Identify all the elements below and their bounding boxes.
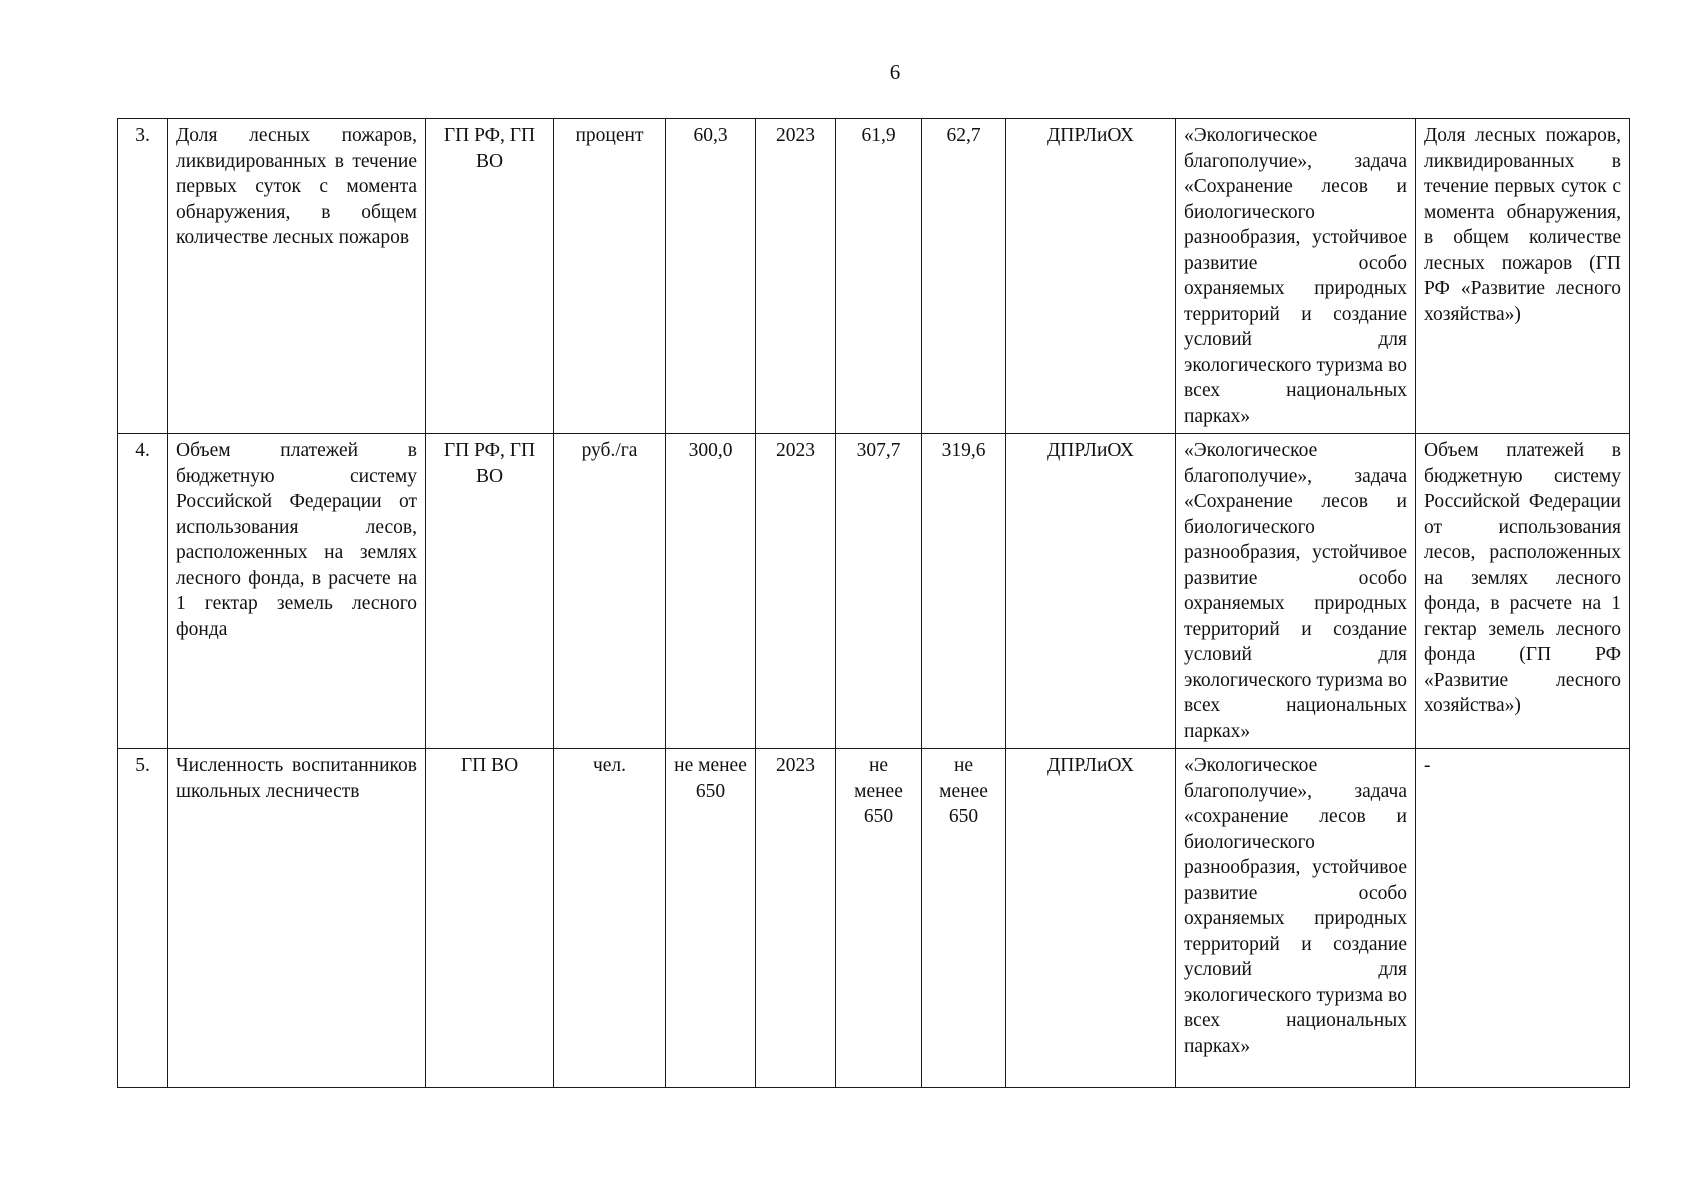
table-row	[118, 119, 1630, 434]
indicator-level: ГП РФ, ГП ВО	[426, 119, 554, 434]
row-number: 3.	[118, 119, 168, 434]
value-2: 319,6	[922, 434, 1006, 749]
value-2: 62,7	[922, 119, 1006, 434]
related-indicator: Доля лесных пожаров, ликвидированных в течение первых суток с момента обнаружения, в общем количестве лесных пожаров (ГП РФ «Развитие лесного хозяйства»)	[1416, 119, 1630, 434]
value-1: не менее 650	[836, 749, 922, 1088]
base-value: не менее 650	[666, 749, 756, 1088]
related-indicator: -	[1416, 749, 1630, 1088]
indicator-name: Доля лесных пожаров, ликвидированных в течение первых суток с момента обнаружения, в общем количестве лесных пожаров	[168, 119, 426, 434]
unit: процент	[554, 119, 666, 434]
national-goal: «Экологическое благополучие», задача «Сохранение лесов и биологического разнообразия, устойчивое развитие особо охраняемых природных территорий и создание условий для экологического туризма во всех национальных парках»	[1176, 119, 1416, 434]
value-1: 307,7	[836, 434, 922, 749]
table-row	[118, 749, 1630, 1088]
responsible: ДПРЛиОХ	[1006, 749, 1176, 1088]
table-row	[118, 434, 1630, 749]
value-2: не менее 650	[922, 749, 1006, 1088]
base-year: 2023	[756, 749, 836, 1088]
base-year: 2023	[756, 119, 836, 434]
indicator-level: ГП ВО	[426, 749, 554, 1088]
row-number: 5.	[118, 749, 168, 1088]
related-indicator: Объем платежей в бюджетную систему Российской Федерации от использования лесов, расположенных на землях лесного фонда, в расчете на 1 гектар земель лесного фонда (ГП РФ «Развитие лесного хозяйства»)	[1416, 434, 1630, 749]
indicator-name: Объем платежей в бюджетную систему Российской Федерации от использования лесов, расположенных на землях лесного фонда, в расчете на 1 гектар земель лесного фонда	[168, 434, 426, 749]
responsible: ДПРЛиОХ	[1006, 119, 1176, 434]
row-number: 4.	[118, 434, 168, 749]
indicator-name: Численность воспитанников школьных лесничеств	[168, 749, 426, 1088]
value-1: 61,9	[836, 119, 922, 434]
unit: руб./га	[554, 434, 666, 749]
national-goal: «Экологическое благополучие», задача «Сохранение лесов и биологического разнообразия, устойчивое развитие особо охраняемых природных территорий и создание условий для экологического туризма во всех национальных парках»	[1176, 434, 1416, 749]
responsible: ДПРЛиОХ	[1006, 434, 1176, 749]
base-value: 60,3	[666, 119, 756, 434]
indicator-level: ГП РФ, ГП ВО	[426, 434, 554, 749]
indicators-table	[117, 118, 1630, 1088]
base-value: 300,0	[666, 434, 756, 749]
national-goal: «Экологическое благополучие», задача «сохранение лесов и биологического разнообразия, устойчивое развитие особо охраняемых природных территорий и создание условий для экологического туризма во всех национальных парках»	[1176, 749, 1416, 1088]
unit: чел.	[554, 749, 666, 1088]
base-year: 2023	[756, 434, 836, 749]
page-number: 6	[889, 60, 901, 84]
